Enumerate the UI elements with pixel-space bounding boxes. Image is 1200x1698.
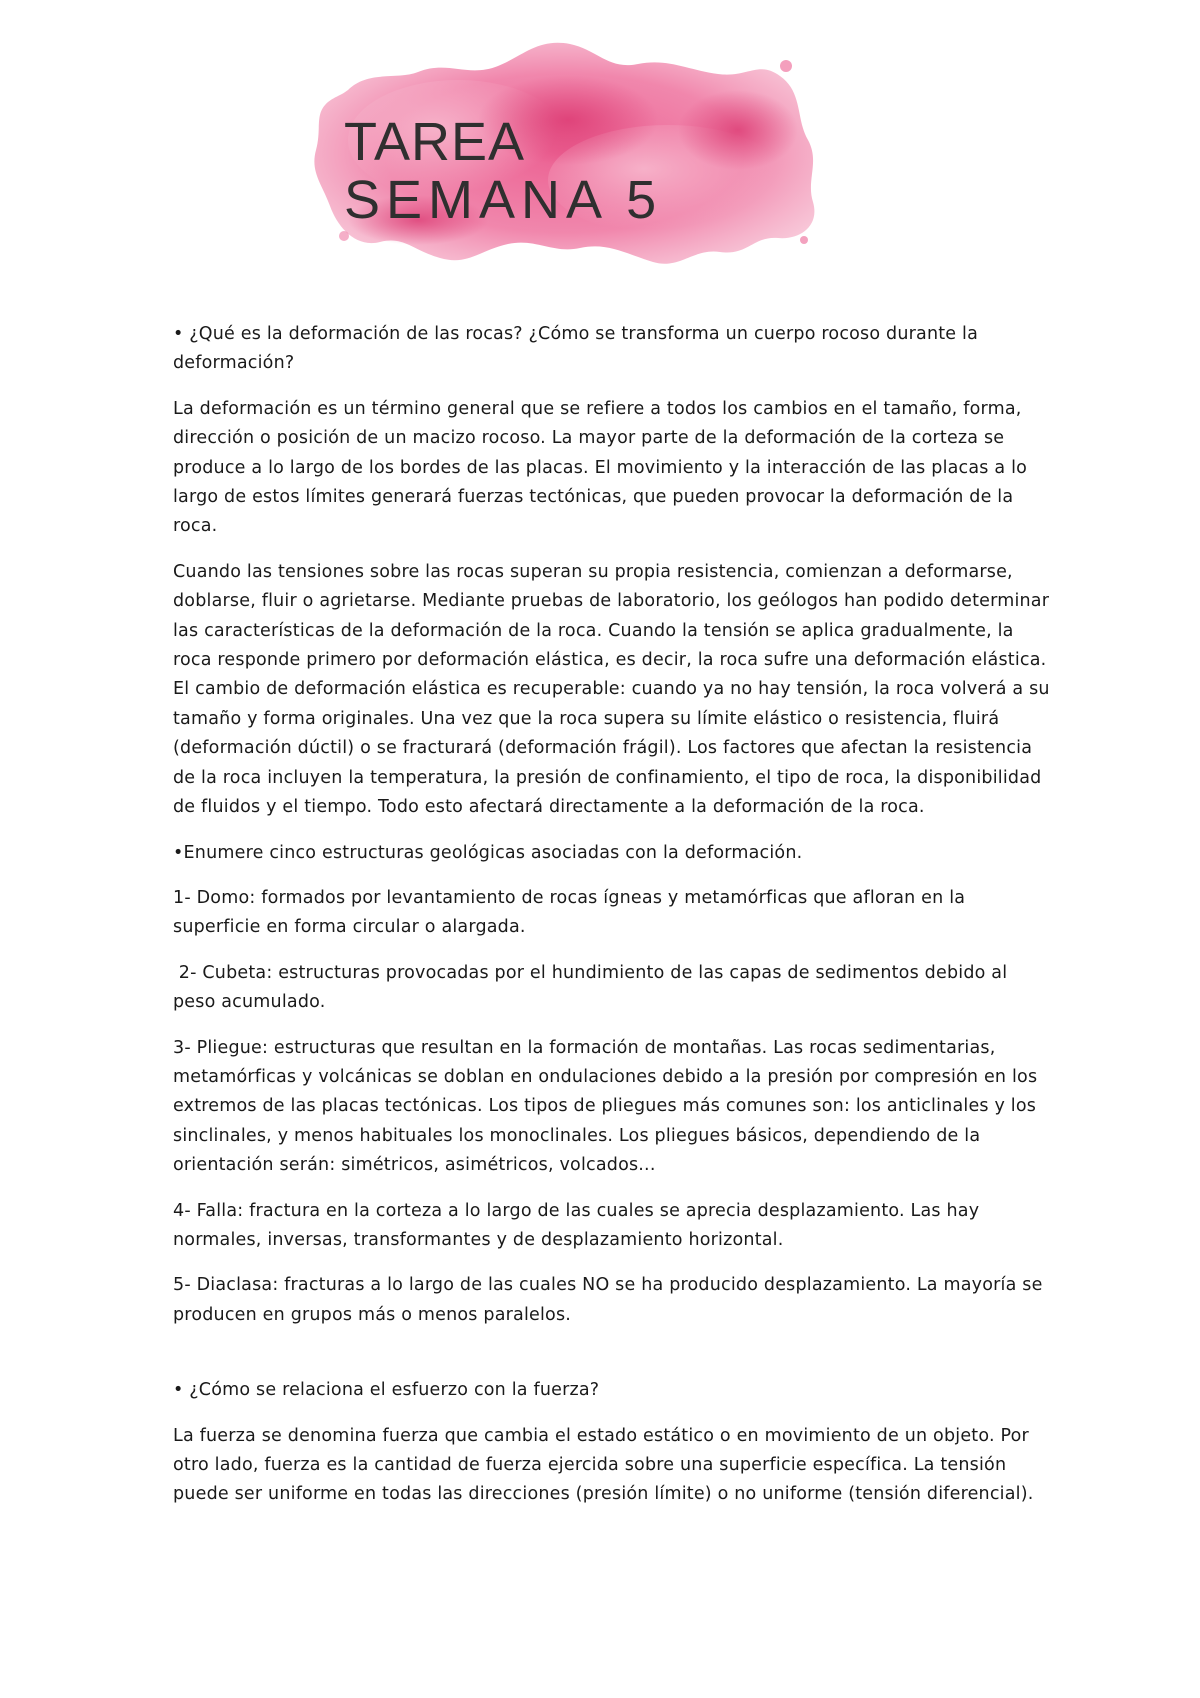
- title-banner: [308, 30, 828, 280]
- banner-subtitle: [344, 170, 662, 192]
- answer-3: La fuerza se denomina fuerza que cambia el estado estático o en movimiento de un objeto. Por otro lado, fuerza es la cantidad de fuerza ejercida sobre una superficie específica. La tensión puede ser uniforme en todas las direcciones (presión límite) o no uniforme (tensión diferencial).: [173, 1425, 1034, 1505]
- question-1: • ¿Qué es la deformación de las rocas? ¿Cómo se transforma un cuerpo rocoso durante la deformación?: [173, 324, 979, 374]
- list-item-falla: 4- Falla: fractura en la corteza a lo largo de las cuales se aprecia desplazamiento. Las hay normales, inversas, transformantes y de desplazamiento horizontal.: [173, 1200, 980, 1250]
- question-3: • ¿Cómo se relaciona el esfuerzo con la fuerza?: [173, 1380, 600, 1401]
- question-2: •Enumere cinco estructuras geológicas asociadas con la deformación.: [173, 842, 803, 863]
- answer-1-paragraph-2: Cuando las tensiones sobre las rocas superan su propia resistencia, comienzan a deformarse, doblarse, fluir o agrietarse. Mediante pruebas de laboratorio, los geólogos han podido determinar las características de la deformación de la roca. Cuando la tensión se aplica gradualmente, la roca responde primero por deformación elástica, es decir, la roca sufre una deformación elástica. El cambio de deformación elástica es recuperable: cuando ya no hay tensión, la roca volverá a su tamaño y forma originales. Una vez que la roca supera su límite elástico o resistencia, fluirá (deformación dúctil) o se fracturará (deformación frágil). Los factores que afectan la resistencia de la roca incluyen la temperatura, la presión de confinamiento, el tipo de roca, la disponibilidad de fluidos y el tiempo. Todo esto afectará directamente a la deformación de la roca.: [173, 561, 1050, 818]
- list-item-cubeta: 2- Cubeta: estructuras provocadas por el hundimiento de las capas de sedimentos debido al peso acumulado.: [173, 962, 1014, 1013]
- list-item-pliegue: 3- Pliegue: estructuras que resultan en la formación de montañas. Las rocas sedimentarias, metamórficas y volcánicas se doblan en ondulaciones debido a la presión por compresión en los extremos de las placas tectónicas. Los tipos de pliegues más comunes son: los anticlinales y los sinclinales, y menos habituales los monoclinales. Los pliegues básicos, dependiendo de la orientación serán: simétricos, asimétricos, volcados...: [173, 1037, 1038, 1176]
- document-body: [173, 320, 1053, 1526]
- answer-1-paragraph-1: La deformación es un término general que se refiere a todos los cambios en el tamaño, forma, dirección o posición de un macizo rocoso. La mayor parte de la deformación de la corteza se produce a lo largo de los bordes de las placas. El movimiento y la interacción de las placas a lo largo de estos límites generará fuerzas tectónicas, que pueden provocar la deformación de la roca.: [173, 398, 1028, 537]
- spacer: [173, 1346, 1053, 1376]
- list-item-domo: 1- Domo: formados por levantamiento de rocas ígneas y metamórficas que afloran en la superficie en forma circular o alargada.: [173, 887, 966, 938]
- banner-title: TAREA: [344, 112, 526, 172]
- list-item-diaclasa: 5- Diaclasa: fracturas a lo largo de las cuales NO se ha producido desplazamiento. La mayoría se producen en grupos más o menos paralelos.: [173, 1275, 1043, 1325]
